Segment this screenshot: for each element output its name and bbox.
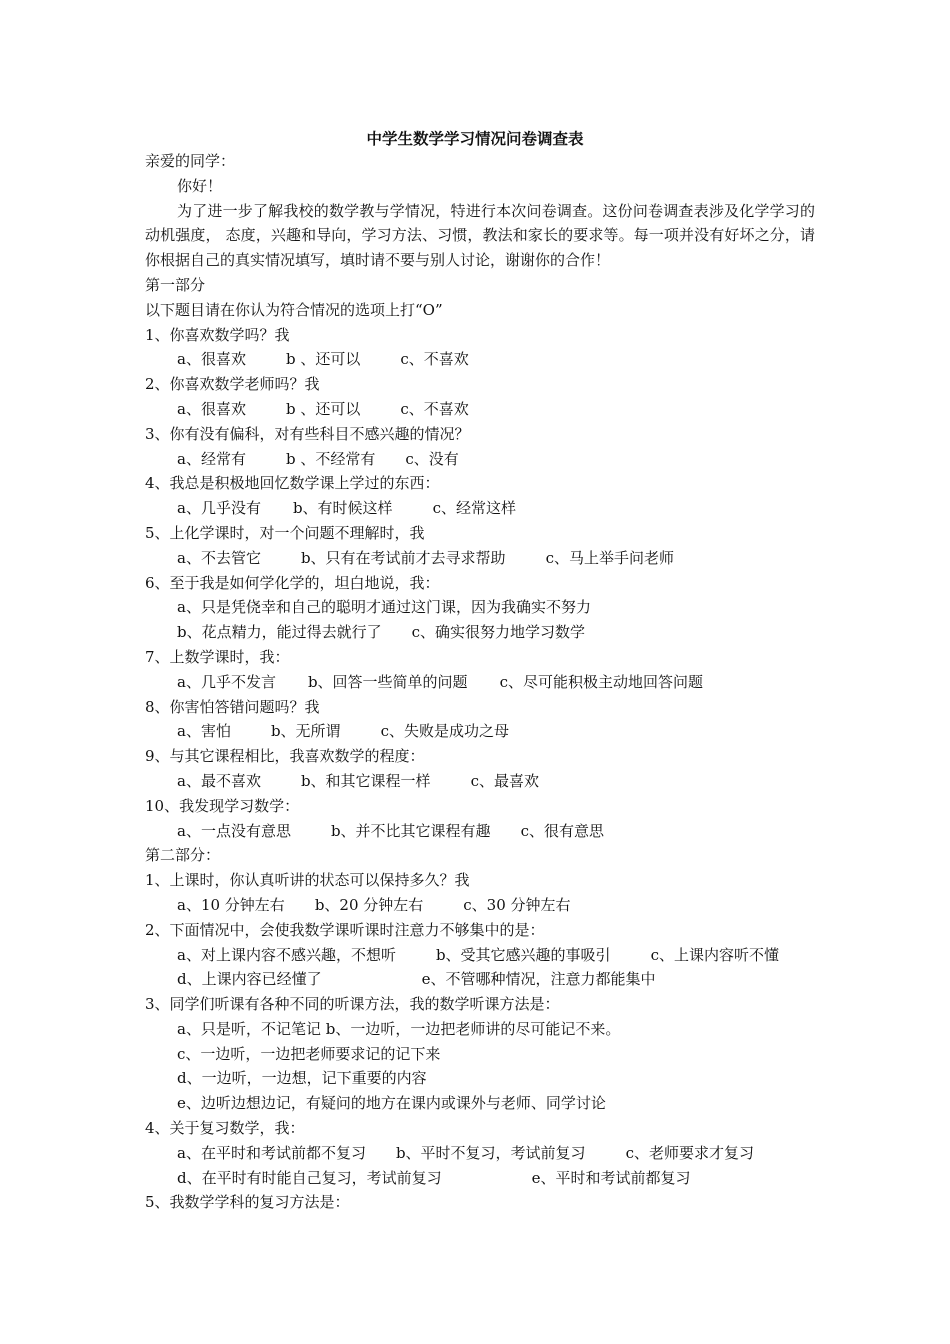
answer-option[interactable]: b、和其它课程一样 (300, 771, 431, 790)
answer-option[interactable]: b 、还可以 (285, 399, 361, 418)
question-text: 3、你有没有偏科，对有些科目不感兴趣的情况？ (145, 424, 470, 443)
answer-option[interactable]: e、不管哪种情况，注意力都能集中 (421, 970, 656, 989)
answer-option[interactable]: a、很喜欢 (177, 350, 246, 369)
answer-option[interactable]: d、上课内容已经懂了 (177, 970, 322, 989)
part1-heading: 第一部分 (145, 275, 206, 294)
answer-option[interactable]: a、不去管它 (177, 548, 261, 567)
question-text: 2、你喜欢数学老师吗？我 (145, 375, 320, 394)
question-text: 1、你喜欢数学吗？我 (145, 325, 290, 344)
answer-option[interactable]: a、几乎不发言 (177, 672, 276, 691)
answer-option[interactable]: c、马上举手问老师 (545, 548, 674, 567)
option-row (145, 397, 815, 422)
option-row (145, 595, 815, 620)
answer-option[interactable]: b、无所谓 (270, 722, 341, 741)
answer-option[interactable]: b、花点精力，能过得去就行了 (177, 623, 382, 642)
question-text: 6、至于我是如何学化学的，坦白地说，我： (145, 573, 440, 592)
answer-option[interactable]: c、确实很努力地学习数学 (411, 623, 586, 642)
question-text: 3、同学们听课有各种不同的听课方法，我的数学听课方法是： (145, 995, 560, 1014)
question-text: 7、上数学课时，我： (145, 647, 290, 666)
answer-option[interactable]: c、最喜欢 (470, 771, 539, 790)
question-text: 9、与其它课程相比，我喜欢数学的程度： (145, 747, 425, 766)
option-row (145, 1017, 815, 1042)
answer-option[interactable]: c、失败是成功之母 (380, 722, 509, 741)
answer-option[interactable]: a、在平时和考试前都不复习 (177, 1143, 366, 1162)
answer-option[interactable]: e、边听边想边记，有疑问的地方在课内或课外与老师、同学讨论 (177, 1094, 606, 1113)
option-row (145, 967, 815, 992)
answer-option[interactable]: a、只是听，不记笔记 b、一边听，一边把老师讲的尽可能记不来。 (177, 1019, 621, 1038)
option-row (145, 1141, 815, 1166)
answer-option[interactable]: a、只是凭侥幸和自己的聪明才通过这门课，因为我确实不努力 (177, 598, 591, 617)
answer-option[interactable]: b、20 分钟左右 (314, 895, 424, 914)
answer-option[interactable]: a、10 分钟左右 (177, 895, 285, 914)
question-text: 5、上化学课时，对一个问题不理解时，我 (145, 523, 425, 542)
answer-option[interactable]: a、一点没有意思 (177, 821, 291, 840)
option-row (145, 1166, 815, 1191)
option-row (145, 893, 815, 918)
option-row (145, 447, 815, 472)
option-row (145, 1091, 815, 1116)
question-text: 2、下面情况中，会使我数学课听课时注意力不够集中的是： (145, 920, 545, 939)
question-text: 8、你害怕答错问题吗？我 (145, 697, 320, 716)
question-text: 4、关于复习数学，我： (145, 1119, 305, 1138)
question-text: 1、上课时，你认真听讲的状态可以保持多久？我 (145, 871, 470, 890)
option-row (145, 719, 815, 744)
question-text: 5、我数学学科的复习方法是： (145, 1193, 350, 1212)
option-row (145, 1066, 815, 1091)
answer-option[interactable]: c、尽可能积极主动地回答问题 (499, 672, 703, 691)
part2-questions (145, 868, 815, 1215)
part1-instruction: 以下题目请在你认为符合情况的选项上打“O” (145, 300, 443, 319)
answer-option[interactable]: d、一边听，一边想，记下重要的内容 (177, 1069, 427, 1088)
answer-option[interactable]: b、受其它感兴趣的事吸引 (435, 945, 611, 964)
answer-option[interactable]: a、最不喜欢 (177, 771, 261, 790)
option-row (145, 620, 815, 645)
answer-option[interactable]: e、平时和考试前都复习 (531, 1168, 691, 1187)
document-title: 中学生数学学习情况问卷调查表 (366, 130, 584, 148)
answer-option[interactable]: a、对上课内容不感兴趣，不想听 (177, 945, 396, 964)
option-row (145, 670, 815, 695)
option-row (145, 546, 815, 571)
option-row (145, 769, 815, 794)
answer-option[interactable]: a、害怕 (177, 722, 231, 741)
part1-questions (145, 323, 815, 844)
answer-option[interactable]: b 、不经常有 (285, 449, 376, 468)
answer-option[interactable]: b 、还可以 (285, 350, 361, 369)
answer-option[interactable]: d、在平时有时能自己复习，考试前复习 (177, 1168, 442, 1187)
option-row (145, 819, 815, 844)
answer-option[interactable]: a、经常有 (177, 449, 246, 468)
hello: 你好！ (177, 176, 223, 195)
greeting: 亲爱的同学： (145, 152, 236, 170)
part2-heading: 第二部分： (145, 846, 221, 865)
question-text: 10、我发现学习数学： (145, 796, 300, 815)
answer-option[interactable]: c、很有意思 (520, 821, 604, 840)
answer-option[interactable]: c、没有 (405, 449, 459, 468)
answer-option[interactable]: b、并不比其它课程有趣 (330, 821, 491, 840)
option-row (145, 496, 815, 521)
answer-option[interactable]: c、老师要求才复习 (625, 1143, 754, 1162)
answer-option[interactable]: a、几乎没有 (177, 499, 261, 518)
option-row (145, 943, 815, 968)
answer-option[interactable]: c、经常这样 (432, 499, 516, 518)
intro-paragraph: 为了进一步了解我校的数学教与学情况，特进行本次问卷调查。这份问卷调查表涉及化学学习的动机强度， 态度，兴趣和导向，学习方法、习惯，教法和家长的要求等。每一项并没有好坏之分，请你根据自己的真实情况填写，填时请不要与别人讨论，谢谢你的合作！ (145, 201, 815, 270)
answer-option[interactable]: b、回答一些简单的问题 (307, 672, 468, 691)
question-text: 4、我总是积极地回忆数学课上学过的东西： (145, 474, 440, 493)
option-row (145, 347, 815, 372)
answer-option[interactable]: b、平时不复习，考试前复习 (395, 1143, 586, 1162)
answer-option[interactable]: c、30 分钟左右 (463, 895, 571, 914)
answer-option[interactable]: c、一边听，一边把老师要求记的记下来 (177, 1044, 441, 1063)
answer-option[interactable]: c、上课内容听不懂 (650, 945, 779, 964)
answer-option[interactable]: c、不喜欢 (400, 399, 469, 418)
answer-option[interactable]: c、不喜欢 (400, 350, 469, 369)
answer-option[interactable]: a、很喜欢 (177, 399, 246, 418)
document-body (145, 149, 815, 1215)
option-row (145, 1042, 815, 1067)
answer-option[interactable]: b、有时候这样 (292, 499, 393, 518)
answer-option[interactable]: b、只有在考试前才去寻求帮助 (300, 548, 506, 567)
